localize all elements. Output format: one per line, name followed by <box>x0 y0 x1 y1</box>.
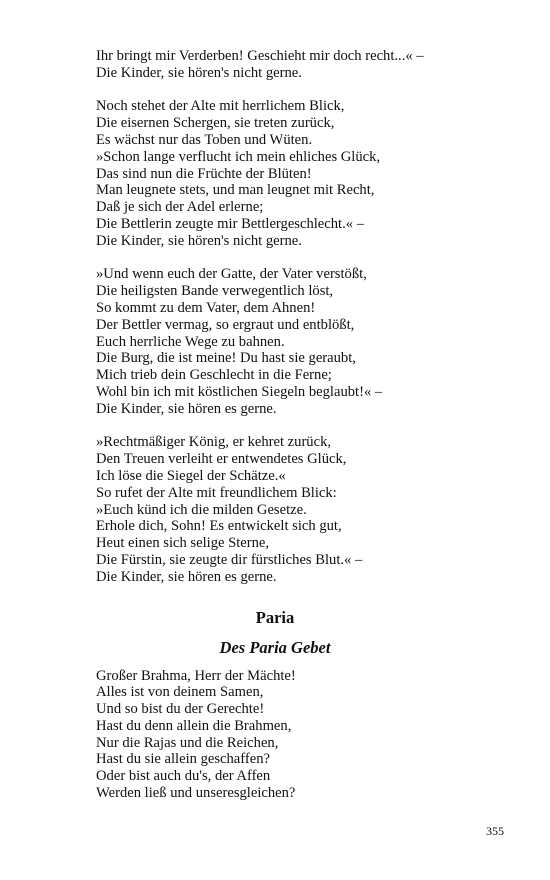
verse-line: »Und wenn euch der Gatte, der Vater verstößt, <box>96 266 367 283</box>
verse-line: »Schon lange verflucht ich mein ehliches Glück, <box>96 148 381 165</box>
verse-line: Euch herrliche Wege zu bahnen. <box>96 333 285 350</box>
verse-line: »Rechtmäßiger König, er kehret zurück, <box>96 434 332 451</box>
verse-line: Werden ließ und unseresgleichen? <box>96 785 296 802</box>
verse-line: Und so bist du der Gerechte! <box>96 701 265 718</box>
verse-line: Die Kinder, sie hören es gerne. <box>96 568 277 585</box>
page-text <box>96 48 506 819</box>
section-title: Paria <box>255 607 295 627</box>
verse-line: Die Kinder, sie hören's nicht gerne. <box>96 64 302 81</box>
verse-line: Oder bist auch du's, der Affen <box>96 768 271 785</box>
verse-line: Den Treuen verleiht er entwendetes Glück, <box>96 451 347 468</box>
verse-line: Wohl bin ich mit köstlichen Siegeln beglaubt!« – <box>96 383 383 400</box>
verse-line: Hast du denn allein die Brahmen, <box>96 717 292 734</box>
verse-line: Es wächst nur das Toben und Wüten. <box>96 131 313 148</box>
poem-title: Des Paria Gebet <box>219 637 331 657</box>
verse-line: So kommt zu dem Vater, dem Ahnen! <box>96 299 316 316</box>
verse-line: Die Kinder, sie hören's nicht gerne. <box>96 232 302 249</box>
verse-line: So rufet der Alte mit freundlichem Blick: <box>96 484 337 501</box>
verse-line: Die eisernen Schergen, sie treten zurück, <box>96 115 335 132</box>
stanza-1 <box>96 48 506 82</box>
verse-line: Die Burg, die ist meine! Du hast sie geraubt, <box>96 350 356 367</box>
stanza-2 <box>96 98 506 249</box>
verse-line: Die heiligsten Bande verwegentlich löst, <box>96 283 334 300</box>
stanza-3 <box>96 266 506 417</box>
verse-line: Alles ist von deinem Samen, <box>96 684 264 701</box>
verse-line: Die Bettlerin zeugte mir Bettlergeschlecht.« – <box>96 215 365 232</box>
stanza-4 <box>96 434 506 585</box>
verse-line: »Euch künd ich die milden Gesetze. <box>96 501 307 518</box>
verse-line: Daß je sich der Adel erlerne; <box>96 199 264 216</box>
verse-line: Noch stehet der Alte mit herrlichem Blick, <box>96 98 345 115</box>
verse-line: Die Kinder, sie hören es gerne. <box>96 400 277 417</box>
verse-line: Hast du sie allein geschaffen? <box>96 751 270 768</box>
verse-line: Der Bettler vermag, so ergraut und entblößt, <box>96 316 355 333</box>
verse-line: Ich löse die Siegel der Schätze.« <box>96 467 286 484</box>
verse-line: Das sind nun die Früchte der Blüten! <box>96 165 312 182</box>
poem-stanza <box>96 668 506 802</box>
verse-line: Großer Brahma, Herr der Mächte! <box>96 667 296 684</box>
verse-line: Nur die Rajas und die Reichen, <box>96 734 279 751</box>
verse-line: Heut einen sich selige Sterne, <box>96 535 270 552</box>
verse-line: Die Fürstin, sie zeugte dir fürstliches Blut.« – <box>96 551 363 568</box>
verse-line: Man leugnete stets, und man leugnet mit Recht, <box>96 182 375 199</box>
verse-line: Mich trieb dein Geschlecht in die Ferne; <box>96 367 332 384</box>
verse-line: Erhole dich, Sohn! Es entwickelt sich gut, <box>96 518 342 535</box>
verse-line: Ihr bringt mir Verderben! Geschieht mir doch recht...« – <box>96 48 424 64</box>
page-number: 355 <box>486 824 504 838</box>
